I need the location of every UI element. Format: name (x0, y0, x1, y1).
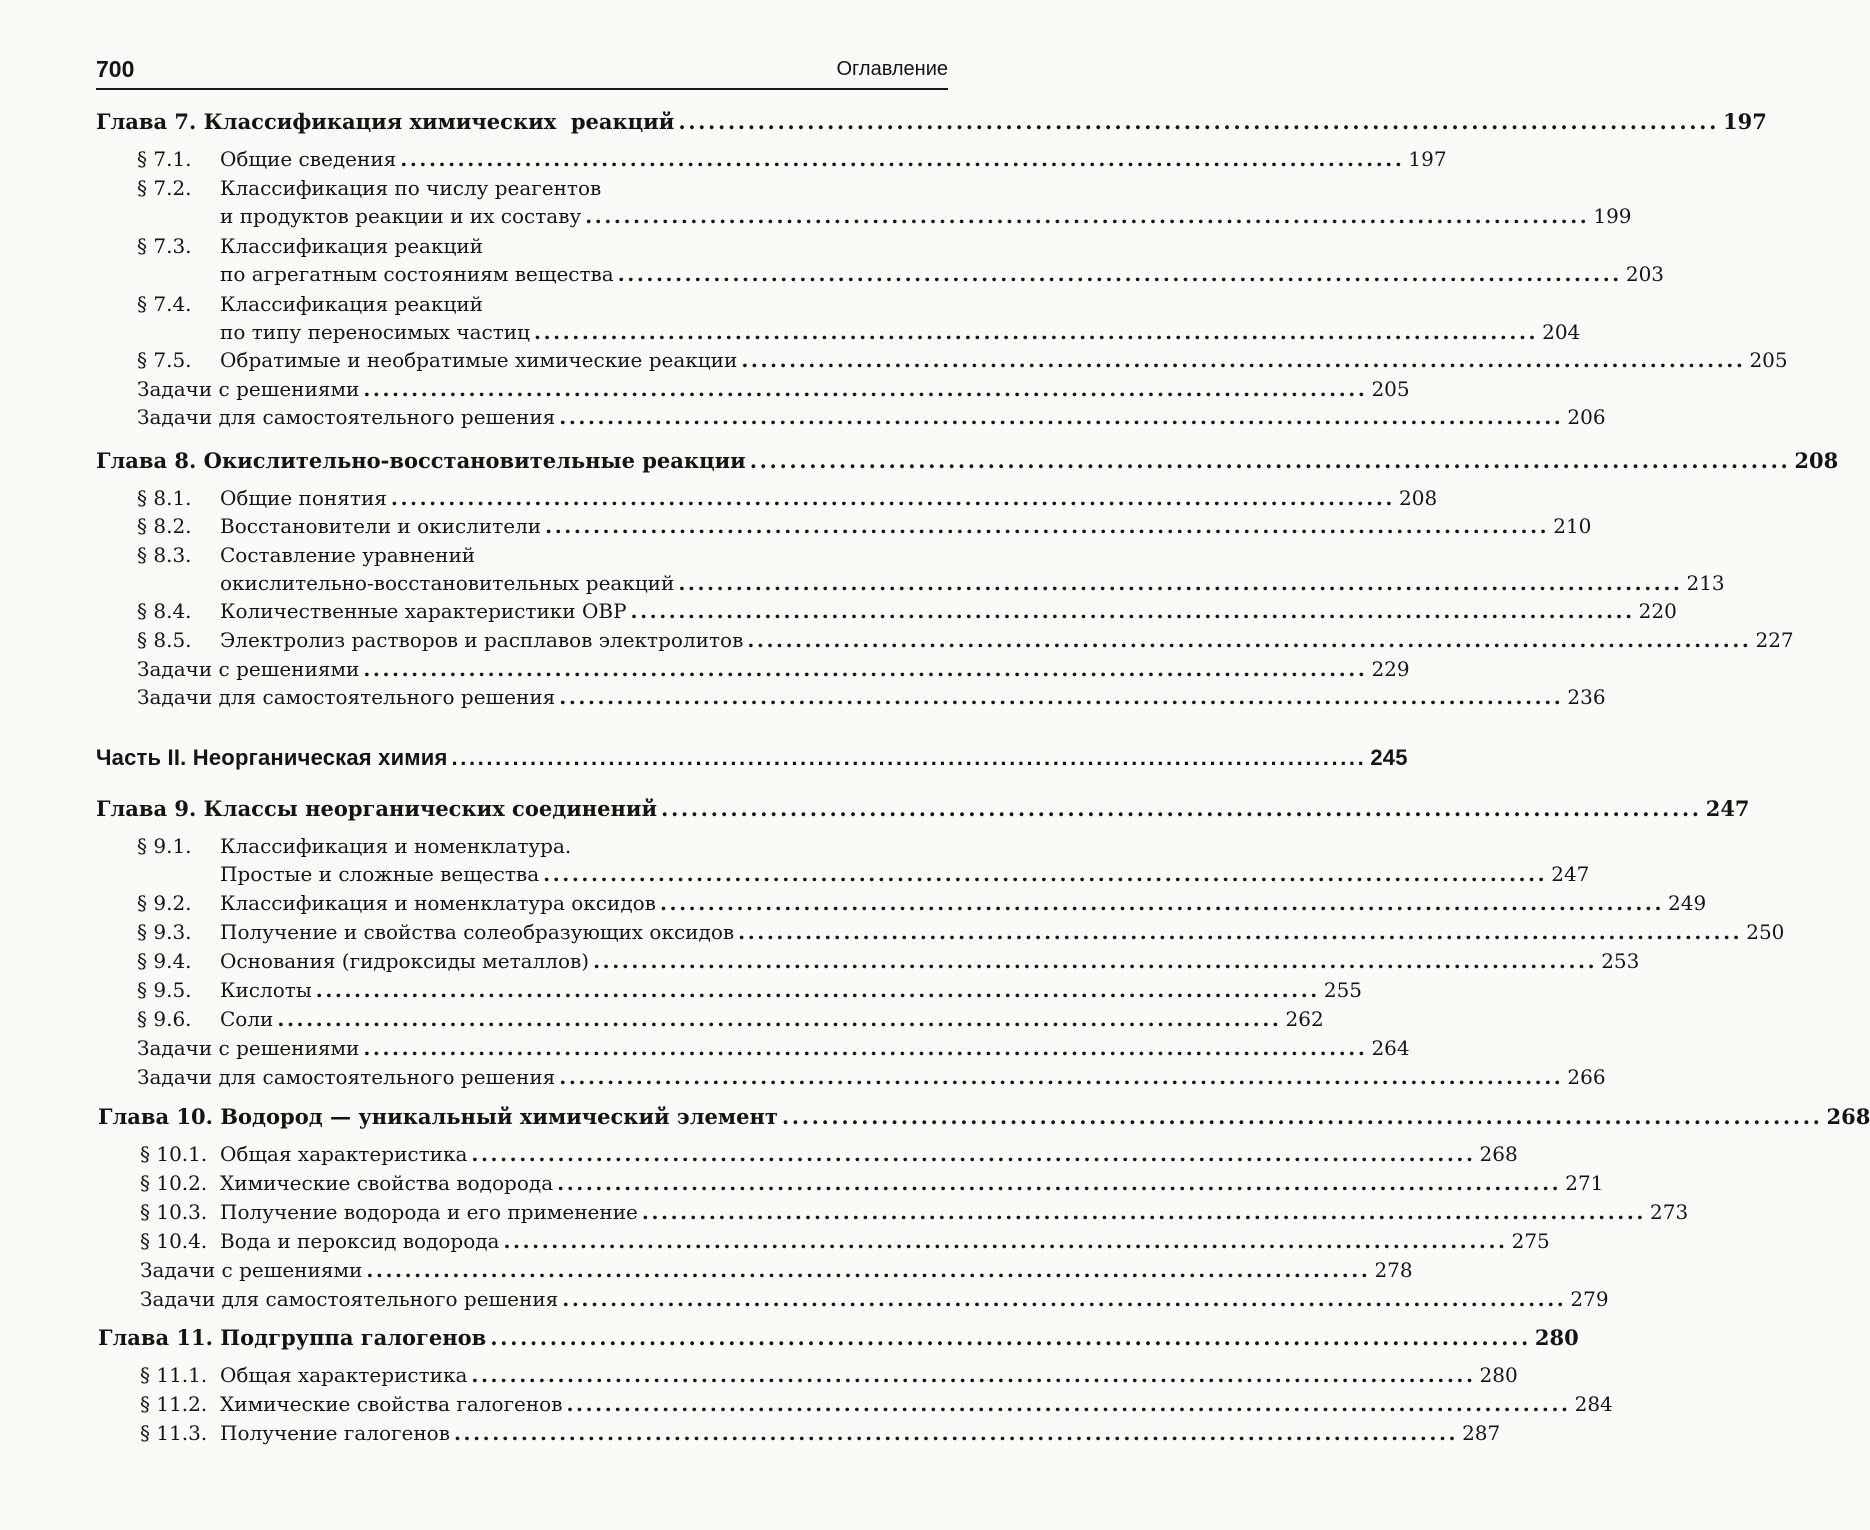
dot-leader: ......................................................................................................... (617, 262, 1622, 286)
section-number: § 7.3. (137, 234, 192, 258)
part-title: Часть II. Неорганическая химия (96, 745, 448, 770)
dot-leader: ......................................................................................................... (593, 949, 1598, 973)
page-ref: 271 (1565, 1171, 1604, 1195)
entry-title: Задачи для самостоятельного решения (137, 1065, 556, 1089)
page-ref: 249 (1668, 891, 1707, 915)
toc-section-7-5[interactable] (137, 348, 1788, 372)
toc-section-10-3[interactable] (140, 1200, 1689, 1224)
section-title-line1: Классификация реакций (220, 292, 483, 316)
chapter-title: Глава 8. Окислительно-восстановительные реакции (96, 448, 746, 473)
section-number: § 10.2. (140, 1171, 208, 1195)
dot-leader: ......................................................................................................... (562, 1287, 1567, 1311)
page-ref: 264 (1371, 1036, 1410, 1060)
section-number: § 8.1. (137, 486, 192, 510)
section-title-line1: Классификация реакций (220, 234, 483, 258)
dot-leader: ......................................................................................................... (738, 920, 1743, 944)
dot-leader: ......................................................................................................... (559, 1065, 1564, 1089)
toc-section-7-4[interactable] (220, 320, 1581, 344)
section-number: § 8.3. (137, 543, 192, 567)
toc-chapter-10[interactable] (98, 1104, 1870, 1129)
page-ref: 203 (1625, 262, 1665, 286)
page-ref: 204 (1542, 320, 1581, 344)
page-ref: 250 (1746, 920, 1785, 944)
section-number: § 8.5. (137, 628, 192, 652)
dot-leader: ......................................................................................................... (490, 1325, 1531, 1350)
toc-solved-problems-7[interactable] (137, 377, 1410, 401)
section-title: Химические свойства водорода (220, 1171, 554, 1195)
page-ref: 227 (1755, 628, 1794, 652)
section-title: Получение и свойства солеобразующих оксидов (220, 920, 735, 944)
dot-leader: ......................................................................................................... (471, 1363, 1476, 1387)
section-number: § 9.2. (137, 891, 192, 915)
page-ref: 205 (1371, 377, 1410, 401)
toc-section-8-3[interactable] (220, 571, 1725, 595)
toc-section-11-3[interactable] (140, 1421, 1501, 1445)
toc-section-8-2[interactable] (137, 514, 1592, 538)
dot-leader: ......................................................................................................... (659, 891, 1665, 915)
dot-leader: ......................................................................................................... (363, 657, 1368, 681)
dot-leader: ......................................................................................................... (741, 348, 1746, 372)
chapter-title: Глава 11. Подгруппа галогенов (98, 1325, 487, 1350)
page-ref: 220 (1638, 599, 1677, 623)
toc-section-9-2[interactable] (137, 891, 1707, 915)
section-title-line1: Классификация по числу реагентов (220, 176, 602, 200)
dot-leader: ......................................................................................................... (781, 1104, 1823, 1129)
dot-leader: ......................................................................................................... (366, 1258, 1371, 1282)
page-ref: 197 (1723, 109, 1767, 134)
section-title: Обратимые и необратимые химические реакции (220, 348, 738, 372)
toc-section-10-4[interactable] (140, 1229, 1550, 1253)
section-number: § 8.2. (137, 514, 192, 538)
section-title: Вода и пероксид водорода (220, 1229, 500, 1253)
page-ref: 279 (1570, 1287, 1609, 1311)
page-ref: 273 (1650, 1200, 1689, 1224)
section-title: Общие сведения (220, 147, 397, 171)
section-number: § 9.4. (137, 949, 192, 973)
toc-section-8-1[interactable] (137, 486, 1438, 510)
dot-leader: ......................................................................................................... (534, 320, 1539, 344)
toc-chapter-9[interactable] (96, 796, 1750, 821)
section-title: Основания (гидроксиды металлов) (220, 949, 590, 973)
dot-leader: ......................................................................................................... (678, 109, 1719, 134)
section-title: Классификация и номенклатура оксидов (220, 891, 656, 915)
toc-section-7-2[interactable] (220, 204, 1632, 228)
entry-title: Задачи с решениями (140, 1258, 363, 1282)
dot-leader: ......................................................................................................... (559, 405, 1564, 429)
toc-part-2[interactable] (96, 745, 1408, 770)
dot-leader: ......................................................................................................... (363, 377, 1368, 401)
toc-section-11-1[interactable] (140, 1363, 1518, 1387)
toc-self-problems-9[interactable] (137, 1065, 1606, 1089)
section-title-line2: по типу переносимых частиц (220, 320, 530, 344)
dot-leader: ......................................................................................................... (557, 1171, 1562, 1195)
toc-section-7-1[interactable] (137, 147, 1447, 171)
chapter-title: Глава 9. Классы неорганических соединений (96, 796, 658, 821)
section-title-line2: и продуктов реакции и их составу (220, 204, 582, 228)
toc-section-9-3[interactable] (137, 920, 1785, 944)
section-title: Получение галогенов (220, 1421, 450, 1445)
section-number: § 10.3. (140, 1200, 208, 1224)
section-number: § 10.4. (140, 1229, 208, 1253)
dot-leader: ......................................................................................................... (503, 1229, 1508, 1253)
toc-solved-problems-8[interactable] (137, 657, 1410, 681)
section-number: § 11.3. (140, 1421, 208, 1445)
page-number: 700 (96, 56, 135, 82)
entry-title: Задачи для самостоятельного решения (140, 1287, 559, 1311)
page-ref: 247 (1705, 796, 1750, 821)
toc-self-problems-10[interactable] (140, 1287, 1609, 1311)
dot-leader: ......................................................................................................... (400, 147, 1405, 171)
toc-chapter-8[interactable] (96, 448, 1839, 473)
dot-leader: ......................................................................................................... (749, 448, 1791, 473)
section-title-line2: Простые и сложные вещества (220, 862, 540, 886)
toc-section-7-3[interactable] (220, 262, 1665, 286)
toc-section-11-2[interactable] (140, 1392, 1613, 1416)
section-number: § 7.4. (137, 292, 192, 316)
page-ref: 213 (1686, 571, 1725, 595)
section-number: § 10.1. (140, 1142, 208, 1166)
chapter-title: Глава 10. Водород — уникальный химический элемент (98, 1104, 778, 1129)
toc-chapter-7[interactable] (96, 109, 1767, 134)
page-ref: 236 (1567, 685, 1606, 709)
page-ref: 197 (1408, 147, 1447, 171)
section-number: § 8.4. (137, 599, 192, 623)
entry-title: Задачи с решениями (137, 377, 360, 401)
section-title: Общая характеристика (220, 1363, 468, 1387)
dot-leader: ......................................................................................................... (545, 514, 1550, 538)
chapter-title: Глава 7. Классификация химических реакций (96, 109, 675, 134)
dot-leader: ......................................................................................................... (315, 978, 1320, 1002)
dot-leader: ......................................................................................................... (390, 486, 1395, 510)
page-ref: 255 (1323, 978, 1363, 1002)
page-ref: 268 (1479, 1142, 1518, 1166)
page-ref: 247 (1551, 862, 1590, 886)
page-ref: 275 (1511, 1229, 1550, 1253)
section-number: § 11.2. (140, 1392, 208, 1416)
page-ref: 253 (1601, 949, 1640, 973)
toc-solved-problems-10[interactable] (140, 1258, 1413, 1282)
toc-section-8-4[interactable] (137, 599, 1677, 623)
page-ref: 205 (1749, 348, 1788, 372)
entry-title: Задачи для самостоятельного решения (137, 405, 556, 429)
section-number: § 9.5. (137, 978, 192, 1002)
section-title: Оглавление (836, 58, 948, 80)
section-number: § 11.1. (140, 1363, 208, 1387)
dot-leader: ......................................................................................................... (678, 571, 1683, 595)
page-ref: 208 (1399, 486, 1438, 510)
toc-section-9-6[interactable] (137, 1007, 1324, 1031)
section-title: Электролиз растворов и расплавов электролитов (220, 628, 744, 652)
page-ref: 280 (1534, 1325, 1579, 1350)
page-ref: 206 (1567, 405, 1606, 429)
dot-leader: ......................................................................................................... (661, 796, 1702, 821)
toc-chapter-11[interactable] (98, 1325, 1579, 1350)
section-title: Химические свойства галогенов (220, 1392, 563, 1416)
dot-leader: ......................................................................................................... (585, 204, 1590, 228)
section-number: § 7.5. (137, 348, 192, 372)
page-ref: 278 (1374, 1258, 1413, 1282)
section-title-line2: окислительно-восстановительных реакций (220, 571, 675, 595)
dot-leader: ......................................................................................................... (543, 862, 1548, 886)
entry-title: Задачи для самостоятельного решения (137, 685, 556, 709)
dot-leader: ......................................................................................................... (641, 1200, 1646, 1224)
page-ref: 262 (1285, 1007, 1324, 1031)
page-ref: 280 (1479, 1363, 1518, 1387)
toc-section-9-4[interactable] (137, 949, 1640, 973)
section-title-line2: по агрегатным состояниям вещества (220, 262, 614, 286)
section-title: Получение водорода и его применение (220, 1200, 638, 1224)
section-number: § 7.1. (137, 147, 192, 171)
toc-section-9-5[interactable] (137, 978, 1363, 1002)
page-ref: 199 (1593, 204, 1632, 228)
entry-title: Задачи с решениями (137, 657, 360, 681)
toc-section-8-5[interactable] (137, 628, 1794, 652)
toc-section-10-2[interactable] (140, 1171, 1604, 1195)
section-title: Кислоты (220, 978, 312, 1002)
section-title-line1: Классификация и номенклатура. (220, 834, 572, 858)
dot-leader: ......................................................................................................... (453, 1421, 1459, 1445)
toc-section-9-1[interactable] (220, 862, 1590, 886)
page-ref: 287 (1462, 1421, 1501, 1445)
section-title: Общие понятия (220, 486, 387, 510)
section-title: Соли (220, 1007, 274, 1031)
section-number: § 9.6. (137, 1007, 192, 1031)
page-ref: 229 (1371, 657, 1410, 681)
entry-title: Задачи с решениями (137, 1036, 360, 1060)
toc-self-problems-8[interactable] (137, 685, 1606, 709)
section-number: § 9.3. (137, 920, 192, 944)
section-number: § 7.2. (137, 176, 192, 200)
section-title-line1: Составление уравнений (220, 543, 476, 567)
dot-leader: ......................................................................................................... (277, 1007, 1282, 1031)
dot-leader: ......................................................................................................... (630, 599, 1635, 623)
dot-leader: ......................................................................................................... (363, 1036, 1368, 1060)
page-ref: 245 (1370, 745, 1408, 770)
page-ref: 210 (1553, 514, 1592, 538)
page-ref: 266 (1567, 1065, 1606, 1089)
section-title: Общая характеристика (220, 1142, 468, 1166)
toc-section-10-1[interactable] (140, 1142, 1518, 1166)
dot-leader: ......................................................................................................... (471, 1142, 1476, 1166)
toc-self-problems-7[interactable] (137, 405, 1606, 429)
dot-leader: ......................................................................................................... (566, 1392, 1571, 1416)
dot-leader: ......................................................................................................... (451, 745, 1367, 770)
section-title: Количественные характеристики ОВР (220, 599, 627, 623)
section-title: Восстановители и окислители (220, 514, 542, 538)
dot-leader: ......................................................................................................... (559, 685, 1564, 709)
toc-solved-problems-9[interactable] (137, 1036, 1410, 1060)
section-number: § 9.1. (137, 834, 192, 858)
dot-leader: ......................................................................................................... (747, 628, 1752, 652)
page-ref: 208 (1794, 448, 1839, 473)
page-ref: 268 (1826, 1104, 1870, 1129)
page-ref: 284 (1574, 1392, 1613, 1416)
